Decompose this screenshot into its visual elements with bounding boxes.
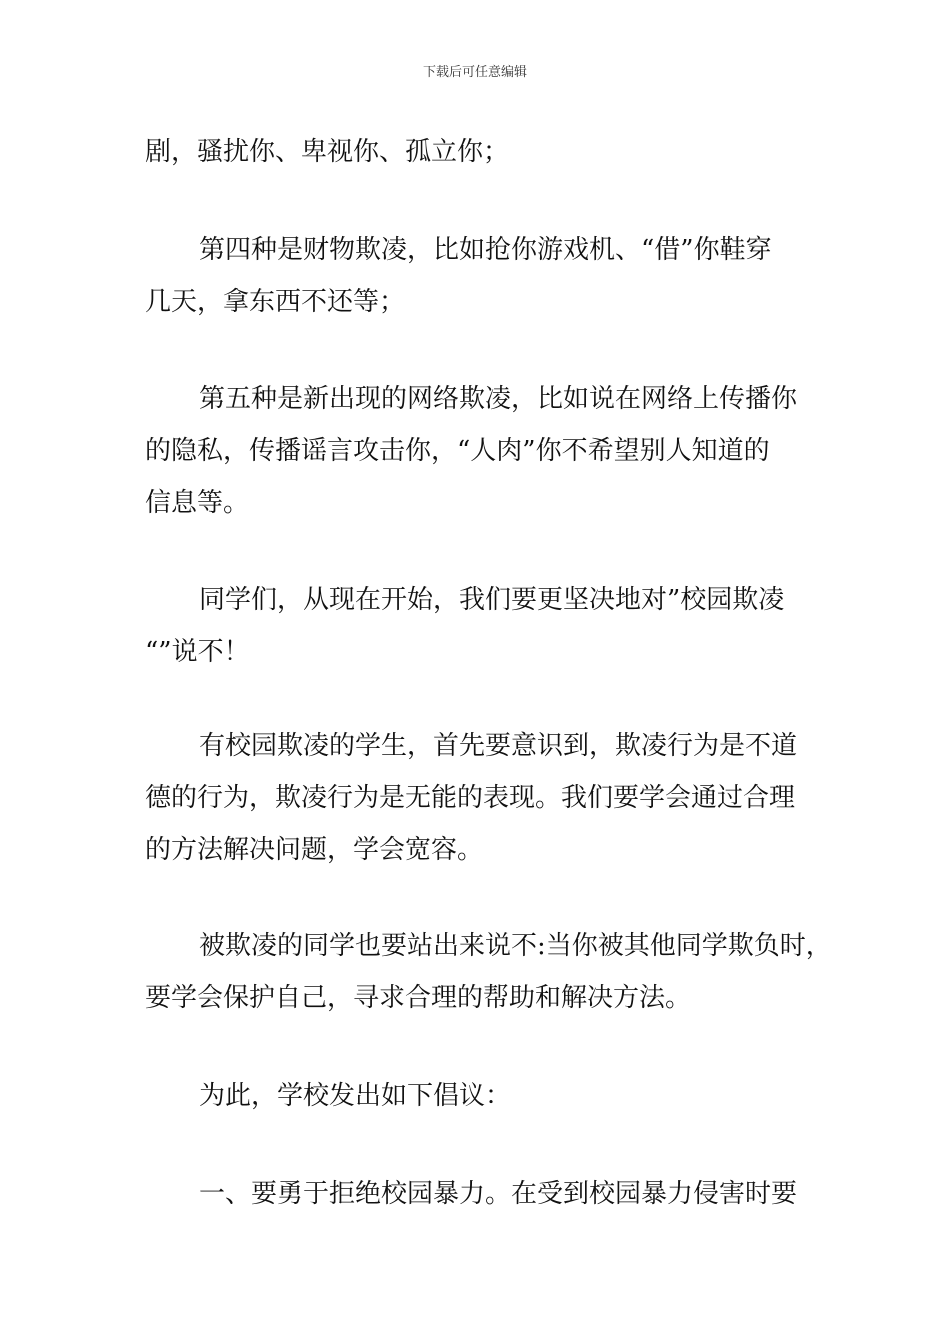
paragraph-line: 的方法解决问题，学会宽容。 <box>145 835 484 865</box>
paragraph-line: “”说不！ <box>145 637 250 667</box>
paragraph-line: 有校园欺凌的学生，首先要意识到，欺凌行为是不道 <box>199 731 798 761</box>
paragraph-line: 第五种是新出现的网络欺凌，比如说在网络上传播你 <box>199 384 798 414</box>
paragraph-line: 德的行为，欺凌行为是无能的表现。我们要学会通过合理 <box>145 783 796 813</box>
paragraph-7 <box>145 1070 810 1122</box>
paragraph-line: 同学们，从现在开始，我们要更坚决地对”校园欺凌 <box>199 585 785 615</box>
page-header-note: 下载后可任意编辑 <box>422 65 527 80</box>
paragraph-line: 剧，骚扰你、卑视你、孤立你； <box>145 137 510 167</box>
paragraph-line: 一、要勇于拒绝校园暴力。在受到校园暴力侵害时要 <box>199 1179 798 1209</box>
paragraph-line: 要学会保护自己，寻求合理的帮助和解决方法。 <box>145 983 692 1013</box>
paragraph-1 <box>145 126 810 178</box>
paragraph-line: 的隐私，传播谣言攻击你，“人肉”你不希望别人知道的 <box>145 436 770 466</box>
paragraph-line: 第四种是财物欺凌，比如抢你游戏机、“借”你鞋穿 <box>199 235 772 265</box>
paragraph-line: 几天，拿东西不还等； <box>145 287 406 317</box>
paragraph-line: 为此，学校发出如下倡议： <box>199 1081 512 1111</box>
paragraph-6 <box>145 920 832 1024</box>
paragraph-3 <box>145 373 810 529</box>
paragraph-line: 信息等。 <box>145 488 250 518</box>
paragraph-8 <box>145 1168 810 1220</box>
paragraph-line: 被欺凌的同学也要站出来说不:当你被其他同学欺负时， <box>199 931 832 961</box>
paragraph-5 <box>145 720 810 876</box>
paragraph-2 <box>145 224 810 328</box>
paragraph-4 <box>145 574 810 678</box>
